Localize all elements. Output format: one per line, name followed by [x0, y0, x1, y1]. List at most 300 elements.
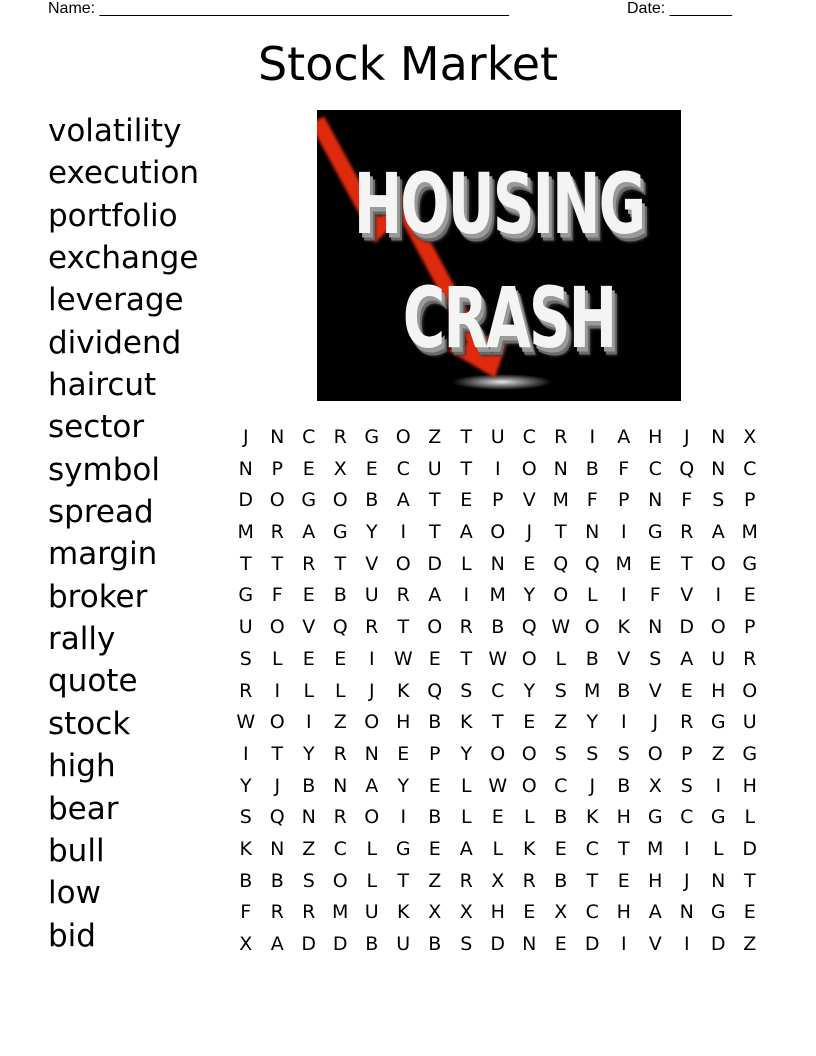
grid-letter: X [554, 901, 568, 924]
grid-row [230, 834, 766, 866]
grid-letter: X [491, 869, 505, 892]
grid-letter: E [743, 901, 756, 924]
grid-row [230, 422, 766, 454]
grid-letter: T [397, 616, 410, 639]
grid-letter: Z [333, 711, 347, 734]
grid-letter: O [647, 742, 663, 765]
grid-letter: Z [554, 711, 568, 734]
grid-letter: H [396, 711, 411, 734]
grid-letter: E [680, 679, 693, 702]
grid-letter: Q [269, 806, 285, 829]
grid-letter: L [366, 869, 378, 892]
grid-letter: E [491, 806, 504, 829]
grid-letter: K [617, 616, 630, 639]
word-list-item: bull [48, 832, 105, 869]
grid-letter: S [712, 489, 725, 512]
grid-letter: H [648, 426, 663, 448]
grid-letter: Q [553, 552, 569, 575]
grid-letter: W [488, 647, 508, 670]
grid-letter: Z [302, 837, 316, 860]
word-list-item: quote [48, 663, 138, 700]
grid-letter: B [617, 774, 631, 797]
grid-letter: K [397, 901, 410, 924]
grid-letter: E [523, 901, 536, 924]
grid-letter: L [460, 806, 472, 829]
grid-letter: A [459, 521, 473, 544]
grid-letter: E [334, 647, 347, 670]
grid-letter: M [647, 837, 664, 860]
grid-letter: M [741, 521, 758, 544]
grid-letter: T [239, 552, 252, 575]
grid-letter: Q [427, 679, 443, 702]
grid-letter: I [463, 584, 470, 607]
page-title: Stock Market [257, 37, 559, 91]
grid-letter: I [274, 679, 281, 702]
grid-letter: W [551, 616, 571, 639]
grid-letter: O [395, 426, 411, 448]
grid-letter: L [586, 584, 598, 607]
grid-letter: R [270, 901, 284, 924]
word-list [48, 110, 199, 957]
grid-letter: G [364, 426, 380, 448]
grid-letter: A [396, 489, 410, 512]
grid-letter: L [271, 647, 283, 670]
grid-letter: G [710, 711, 726, 734]
grid-letter: B [491, 616, 505, 639]
grid-letter: N [711, 457, 726, 480]
grid-letter: O [427, 616, 443, 639]
grid-letter: C [491, 679, 505, 702]
grid-letter: N [711, 869, 726, 892]
grid-letter: E [460, 489, 473, 512]
grid-letter: I [494, 457, 501, 480]
grid-letter: E [649, 552, 662, 575]
grid-row [230, 644, 766, 676]
grid-letter: J [683, 869, 690, 892]
grid-letter: G [301, 489, 317, 512]
word-list-item: haircut [48, 367, 157, 404]
grid-letter: F [586, 489, 598, 512]
grid-letter: N [711, 426, 726, 448]
grid-letter: O [742, 679, 758, 702]
grid-letter: L [523, 806, 535, 829]
grid-letter: O [521, 457, 537, 480]
grid-letter: S [302, 869, 315, 892]
grid-letter: J [652, 711, 659, 734]
grid-letter: Y [397, 774, 410, 797]
grid-letter: T [680, 552, 693, 575]
grid-letter: L [366, 837, 378, 860]
word-list-item: stock [48, 705, 131, 742]
grid-letter: A [365, 774, 379, 797]
grid-letter: B [365, 933, 379, 955]
grid-letter: E [523, 711, 536, 734]
grid-letter: I [242, 742, 249, 765]
grid-letter: I [400, 521, 407, 544]
grid-letter: O [395, 552, 411, 575]
grid-letter: F [649, 584, 661, 607]
grid-letter: T [271, 742, 284, 765]
grid-row [230, 897, 766, 929]
date-field-line: Date: _______ [627, 0, 732, 17]
grid-letter: R [680, 711, 694, 734]
grid-letter: L [492, 837, 504, 860]
grid-row [230, 802, 766, 834]
grid-letter: W [488, 774, 508, 797]
grid-letter: T [460, 647, 473, 670]
grid-letter: Y [365, 521, 378, 544]
grid-letter: E [302, 457, 315, 480]
grid-letter: U [396, 933, 411, 955]
grid-letter: B [585, 457, 599, 480]
grid-letter: R [743, 647, 757, 670]
grid-letter: R [459, 616, 473, 639]
grid-letter: M [332, 901, 349, 924]
grid-letter: Y [239, 774, 252, 797]
grid-letter: I [620, 933, 627, 955]
grid-letter: L [460, 552, 472, 575]
grid-letter: G [742, 552, 758, 575]
grid-letter: U [427, 457, 442, 480]
grid-letter: C [396, 457, 410, 480]
grid-letter: C [680, 806, 694, 829]
grid-letter: G [332, 521, 348, 544]
grid-letter: S [460, 933, 473, 955]
grid-letter: R [554, 426, 568, 448]
grid-row [230, 580, 766, 612]
grid-letter: Z [743, 933, 757, 955]
word-list-item: margin [48, 536, 158, 573]
grid-letter: E [617, 869, 630, 892]
grid-letter: O [490, 521, 506, 544]
word-list-item: high [48, 748, 116, 785]
grid-letter: X [459, 901, 473, 924]
grid-letter: P [744, 489, 756, 512]
grid-letter: Z [428, 869, 442, 892]
grid-letter: R [396, 584, 410, 607]
grid-letter: T [491, 711, 504, 734]
grid-letter: R [239, 679, 253, 702]
word-list-item: symbol [48, 451, 160, 488]
grid-letter: P [492, 489, 504, 512]
grid-letter: R [680, 521, 694, 544]
grid-letter: C [522, 426, 536, 448]
grid-letter: U [238, 616, 253, 639]
grid-letter: I [620, 711, 627, 734]
grid-letter: C [554, 774, 568, 797]
grid-letter: F [681, 489, 693, 512]
grid-letter: M [584, 679, 601, 702]
grid-letter: V [302, 616, 316, 639]
grid-letter: V [680, 584, 694, 607]
grid-letter: R [333, 742, 347, 765]
grid-letter: M [489, 584, 506, 607]
grid-letter: I [400, 806, 407, 829]
grid-letter: S [239, 806, 252, 829]
grid-letter: H [490, 901, 505, 924]
grid-letter: E [302, 584, 315, 607]
grid-letter: D [742, 837, 758, 860]
grid-letter: K [239, 837, 252, 860]
grid-letter: S [586, 742, 599, 765]
grid-letter: V [648, 679, 662, 702]
word-list-item: exchange [48, 240, 199, 277]
grid-letter: S [554, 679, 567, 702]
grid-letter: M [552, 489, 569, 512]
grid-letter: L [460, 774, 472, 797]
grid-letter: N [301, 806, 316, 829]
grid-letter: K [397, 679, 410, 702]
grid-letter: C [302, 426, 316, 448]
grid-letter: I [715, 584, 722, 607]
arrow-glow [452, 374, 552, 390]
grid-letter: Y [523, 679, 536, 702]
grid-letter: U [364, 901, 379, 924]
grid-letter: E [428, 837, 441, 860]
grid-letter: H [648, 869, 663, 892]
grid-letter: V [365, 552, 379, 575]
letter-grid [230, 422, 766, 961]
grid-letter: P [744, 616, 756, 639]
grid-letter: S [239, 647, 252, 670]
grid-letter: L [712, 837, 724, 860]
grid-letter: G [710, 806, 726, 829]
grid-letter: X [428, 901, 442, 924]
grid-row [230, 771, 766, 803]
grid-letter: Q [679, 457, 695, 480]
grid-letter: B [554, 806, 568, 829]
grid-letter: O [710, 552, 726, 575]
grid-letter: V [648, 933, 662, 955]
grid-letter: X [239, 933, 253, 955]
grid-letter: J [368, 679, 375, 702]
grid-letter: U [742, 711, 757, 734]
grid-letter: O [364, 806, 380, 829]
grid-letter: T [460, 426, 473, 448]
grid-letter: B [270, 869, 284, 892]
grid-letter: R [302, 901, 316, 924]
grid-letter: J [526, 521, 533, 544]
grid-letter: F [271, 584, 283, 607]
word-list-item: sector [48, 409, 145, 446]
grid-letter: R [270, 521, 284, 544]
grid-letter: N [648, 616, 663, 639]
grid-letter: N [585, 521, 600, 544]
grid-letter: T [271, 552, 284, 575]
name-field-line: Name: ______________________________________________ [48, 0, 509, 17]
word-list-item: leverage [48, 282, 184, 319]
grid-letter: D [584, 933, 600, 955]
grid-letter: E [743, 584, 756, 607]
grid-letter: C [333, 837, 347, 860]
word-list-item: low [48, 875, 101, 912]
grid-letter: P [271, 457, 283, 480]
hero-text-line2: CRASH [402, 268, 616, 368]
grid-letter: P [618, 489, 630, 512]
grid-letter: G [395, 837, 411, 860]
grid-letter: G [742, 742, 758, 765]
grid-letter: J [242, 426, 249, 448]
grid-letter: I [620, 584, 627, 607]
word-list-item: rally [48, 621, 116, 658]
grid-row [230, 549, 766, 581]
grid-letter: F [240, 901, 252, 924]
grid-letter: P [429, 742, 441, 765]
grid-letter: C [585, 901, 599, 924]
grid-letter: I [683, 933, 690, 955]
grid-letter: C [585, 837, 599, 860]
grid-letter: O [332, 869, 348, 892]
grid-letter: N [522, 933, 537, 955]
grid-letter: E [365, 457, 378, 480]
grid-letter: E [428, 774, 441, 797]
grid-letter: O [710, 616, 726, 639]
grid-letter: V [617, 647, 631, 670]
grid-letter: I [589, 426, 596, 448]
grid-letter: A [270, 933, 284, 955]
grid-letter: G [238, 584, 254, 607]
grid-row [230, 485, 766, 517]
grid-letter: T [586, 869, 599, 892]
grid-letter: W [236, 711, 256, 734]
grid-letter: A [711, 521, 725, 544]
grid-letter: Y [302, 742, 315, 765]
grid-row [230, 517, 766, 549]
grid-letter: R [333, 806, 347, 829]
grid-letter: K [523, 837, 536, 860]
grid-letter: M [237, 521, 254, 544]
grid-letter: N [364, 742, 379, 765]
grid-letter: R [333, 426, 347, 448]
grid-letter: A [428, 584, 442, 607]
grid-letter: S [649, 647, 662, 670]
grid-letter: A [617, 426, 631, 448]
housing-crash-image [317, 110, 681, 401]
word-list-item: portfolio [48, 197, 178, 234]
grid-letter: N [270, 426, 285, 448]
grid-letter: B [428, 933, 442, 955]
grid-letter: C [743, 457, 757, 480]
grid-letter: X [743, 426, 757, 448]
grid-letter: J [274, 774, 281, 797]
grid-letter: B [585, 647, 599, 670]
grid-letter: Q [332, 616, 348, 639]
grid-letter: B [302, 774, 316, 797]
grid-letter: Y [460, 742, 473, 765]
grid-letter: R [365, 616, 379, 639]
grid-letter: D [332, 933, 348, 955]
grid-letter: H [616, 806, 631, 829]
grid-letter: O [269, 711, 285, 734]
grid-row [230, 454, 766, 486]
grid-letter: B [333, 584, 347, 607]
grid-letter: U [711, 647, 726, 670]
grid-letter: Y [523, 584, 536, 607]
grid-letter: H [711, 679, 726, 702]
grid-letter: O [553, 584, 569, 607]
grid-letter: O [584, 616, 600, 639]
grid-letter: T [334, 552, 347, 575]
grid-letter: B [239, 869, 253, 892]
word-list-item: bear [48, 790, 119, 827]
grid-letter: I [620, 521, 627, 544]
grid-letter: O [364, 711, 380, 734]
grid-letter: F [618, 457, 630, 480]
grid-letter: T [428, 521, 441, 544]
grid-letter: R [302, 552, 316, 575]
grid-row [230, 676, 766, 708]
word-list-item: dividend [48, 324, 182, 361]
grid-letter: T [617, 837, 630, 860]
grid-letter: I [715, 774, 722, 797]
word-list-item: spread [48, 494, 154, 531]
grid-letter: O [269, 616, 285, 639]
grid-letter: E [554, 837, 567, 860]
grid-letter: N [333, 774, 348, 797]
grid-letter: S [554, 742, 567, 765]
grid-letter: Y [586, 711, 599, 734]
grid-letter: X [333, 457, 347, 480]
grid-letter: N [490, 552, 505, 575]
grid-row [230, 739, 766, 771]
grid-letter: Z [711, 742, 725, 765]
grid-letter: D [427, 552, 443, 575]
grid-letter: N [270, 837, 285, 860]
grid-letter: A [302, 521, 316, 544]
grid-letter: O [521, 647, 537, 670]
grid-letter: B [428, 806, 442, 829]
grid-letter: T [428, 489, 441, 512]
grid-letter: R [459, 869, 473, 892]
grid-letter: T [397, 869, 410, 892]
grid-letter: C [648, 457, 662, 480]
grid-letter: Q [521, 616, 537, 639]
grid-letter: N [648, 489, 663, 512]
grid-letter: A [680, 647, 694, 670]
grid-letter: L [744, 806, 756, 829]
grid-letter: O [269, 489, 285, 512]
grid-letter: M [615, 552, 632, 575]
grid-letter: D [679, 616, 695, 639]
grid-letter: W [393, 647, 413, 670]
grid-letter: E [523, 552, 536, 575]
grid-letter: O [521, 742, 537, 765]
grid-letter: S [617, 742, 630, 765]
grid-letter: J [683, 426, 690, 448]
word-list-item: execution [48, 155, 200, 192]
grid-letter: J [589, 774, 596, 797]
grid-row [230, 612, 766, 644]
hero-text-line1: HOUSING [353, 154, 645, 254]
grid-letter: A [648, 901, 662, 924]
grid-letter: H [616, 901, 631, 924]
grid-letter: L [334, 679, 346, 702]
grid-letter: L [555, 647, 567, 670]
grid-letter: E [554, 933, 567, 955]
grid-letter: O [490, 742, 506, 765]
grid-letter: K [586, 806, 599, 829]
grid-letter: V [522, 489, 536, 512]
grid-letter: U [490, 426, 505, 448]
grid-letter: G [710, 901, 726, 924]
grid-letter: I [305, 711, 312, 734]
grid-letter: K [460, 711, 473, 734]
grid-letter: N [553, 457, 568, 480]
grid-letter: S [460, 679, 473, 702]
grid-letter: B [365, 489, 379, 512]
grid-row [230, 929, 766, 961]
word-list-item: bid [48, 917, 96, 954]
